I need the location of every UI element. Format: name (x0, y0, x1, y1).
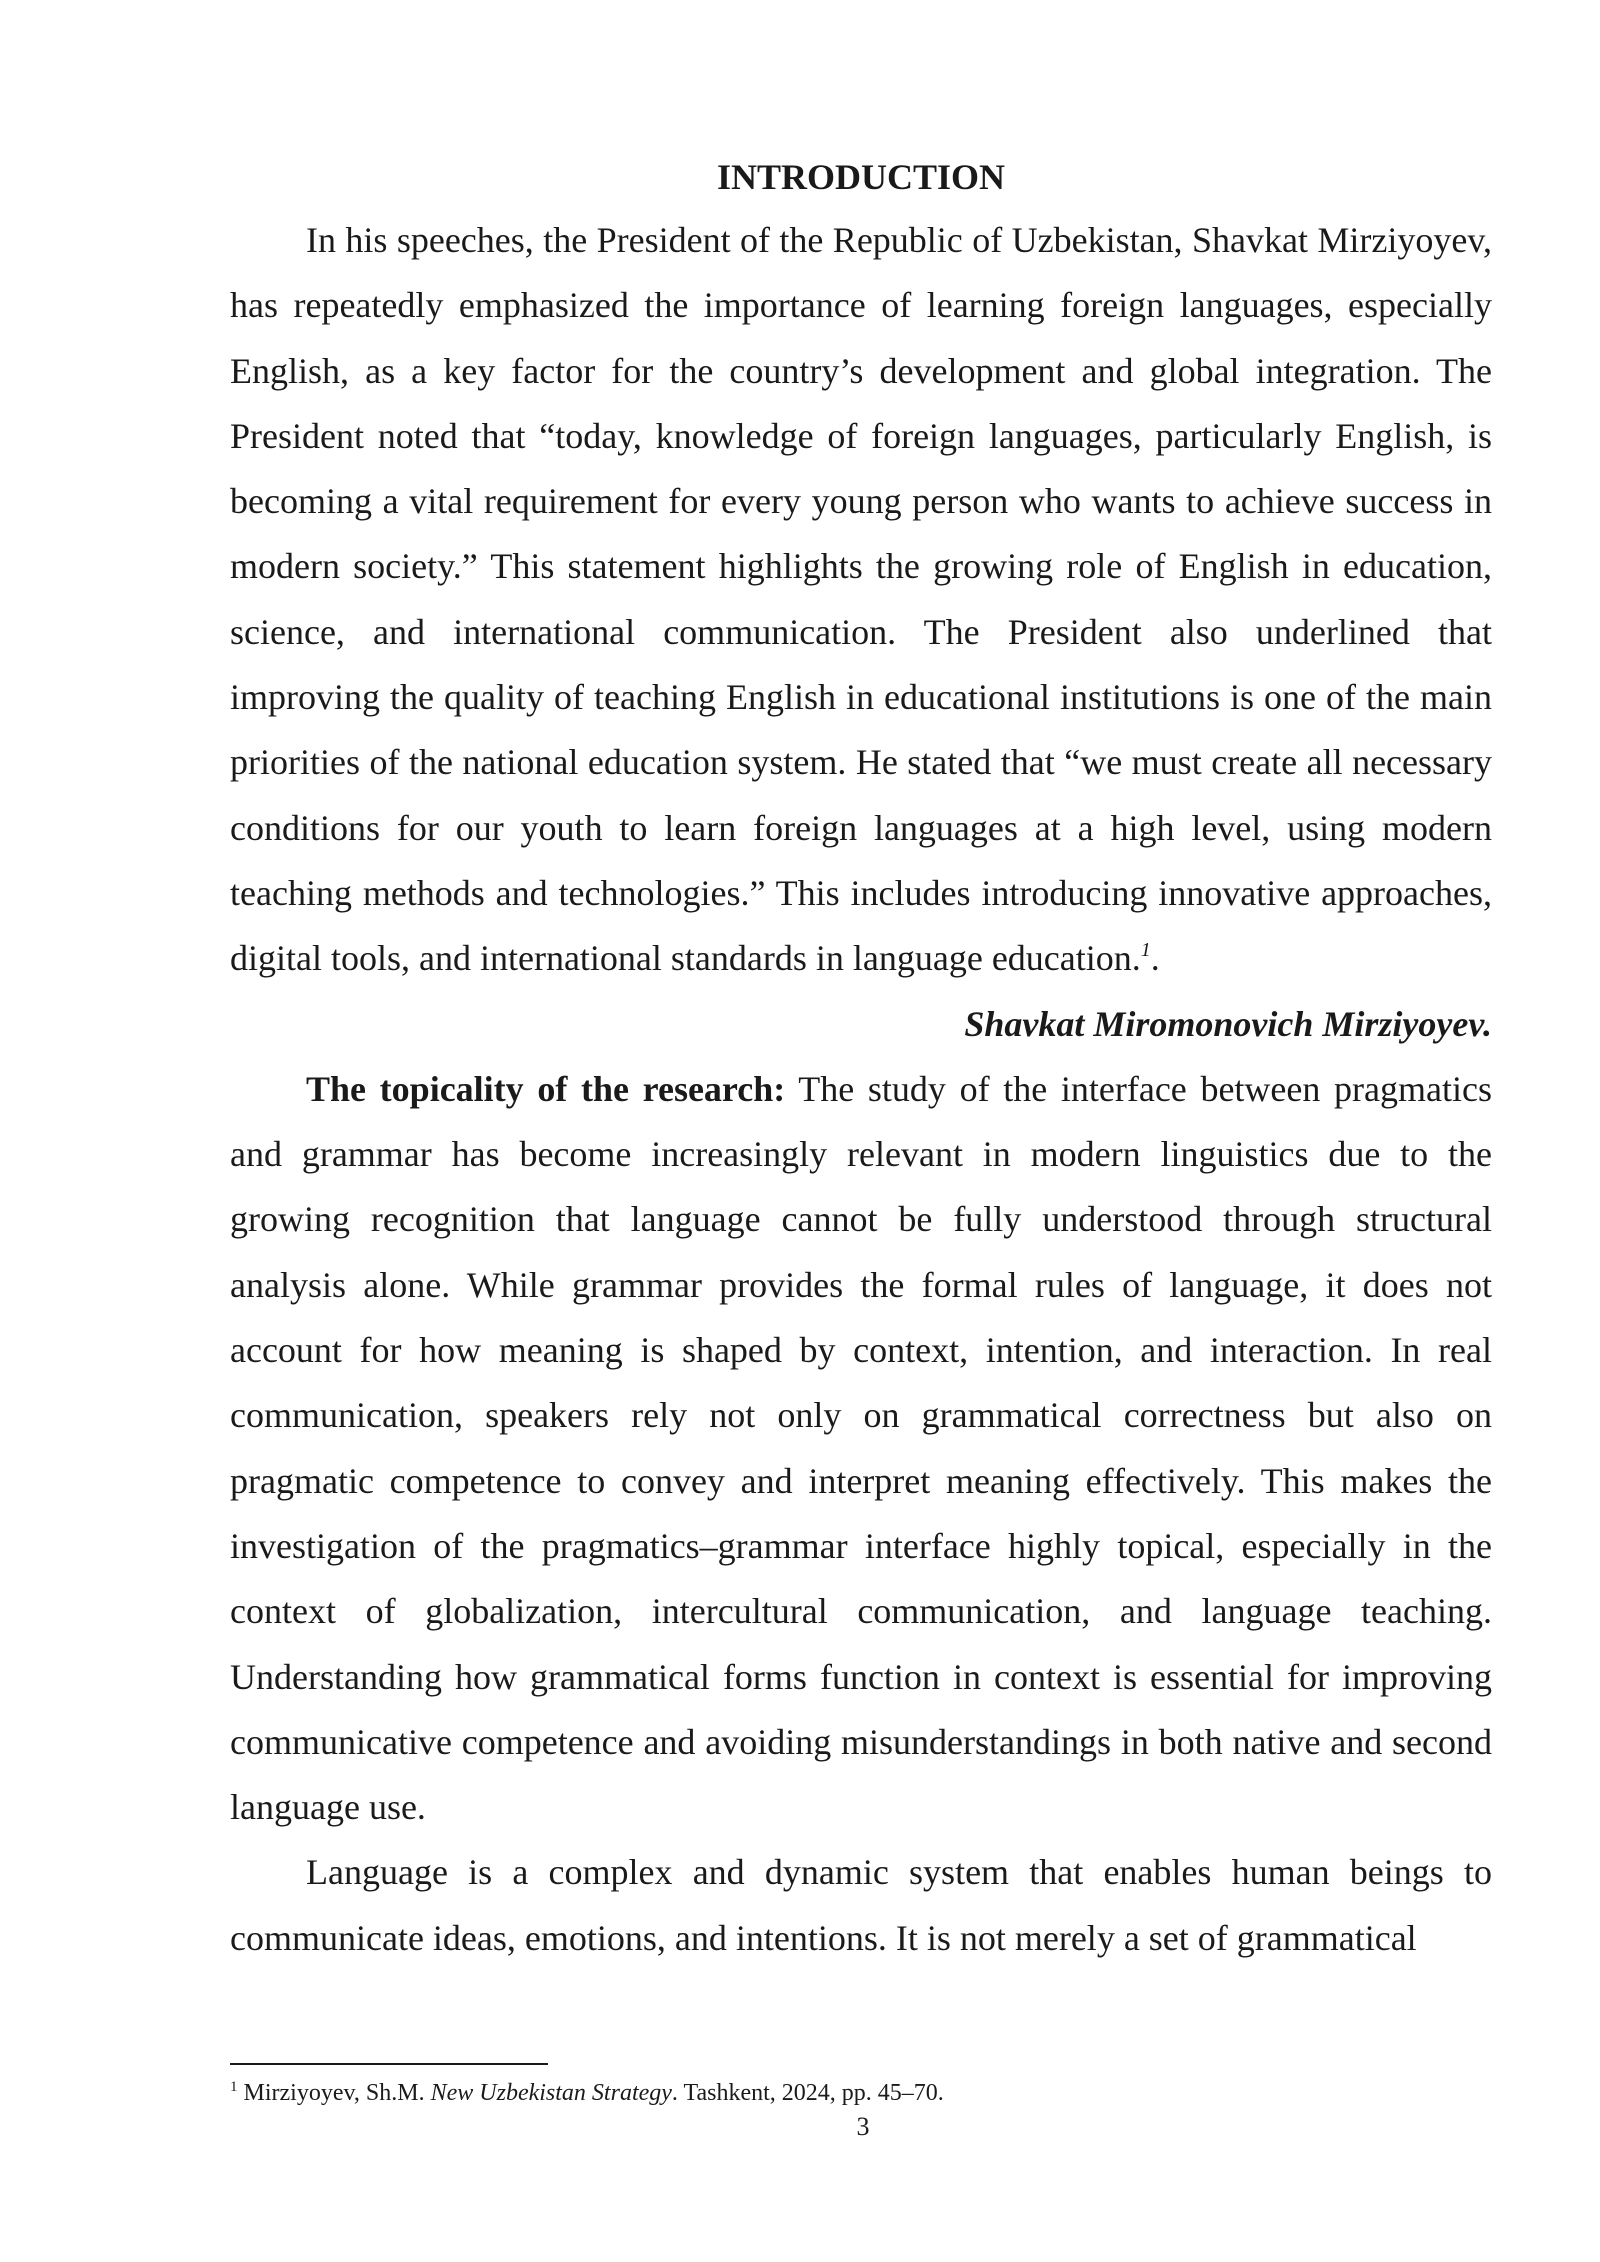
paragraph-text: In his speeches, the President of the Republic of Uzbekistan, Shavkat Mirziyoyev, has repeatedly emphasized the importance of learning foreign languages, especially English, as a key factor for the country’s development and global integration. The President noted that “today, knowledge of foreign languages, particularly English, is becoming a vital requirement for every young person who wants to achieve success in modern society.” This statement highlights the growing role of English in education, science, and international communication. The President also underlined that improving the quality of teaching English in educational institutions is one of the main priorities of the national education system. He stated that “we must create all necessary conditions for our youth to learn foreign languages at a high level, using modern teaching methods and technologies.” This includes introducing innovative approaches, digital tools, and international standards in language education. (230, 220, 1492, 979)
paragraph-text: Language is a complex and dynamic system that enables human beings to communicate ideas, emotions, and intentions. It is not merely a set of grammatical (230, 1852, 1492, 1958)
footnote-reference[interactable]: 1 (1140, 939, 1151, 962)
paragraph-topicality (230, 1057, 1492, 1841)
paragraph-text: The study of the interface between pragmatics and grammar has become increasingly relevant in modern linguistics due to the growing recognition that language cannot be fully understood through structural analysis alone. While grammar provides the formal rules of language, it does not account for how meaning is shaped by context, intention, and interaction. In real communication, speakers rely not only on grammatical correctness but also on pragmatic competence to convey and interpret meaning effectively. This makes the investigation of the pragmatics–grammar interface highly topical, especially in the context of globalization, intercultural communication, and language teaching. Understanding how grammatical forms function in context is essential for improving communicative competence and avoiding misunderstandings in both native and second language use. (230, 1068, 1492, 1828)
footnote (230, 2076, 1492, 2110)
signature-line: Shavkat Miromonovich Mirziyoyev. (964, 1003, 1492, 1044)
footnote-title: New Uzbekistan Strategy (430, 2080, 672, 2106)
section-heading: INTRODUCTION (716, 157, 1006, 197)
paragraph-language-system (230, 1840, 1492, 1971)
footnote-author: Mirziyoyev, Sh.M. (237, 2080, 431, 2106)
paragraph-trailing-punctuation: . (1150, 938, 1160, 979)
paragraph-lead-heading: The topicality of the research: (306, 1068, 786, 1109)
footnote-mark: 1 (230, 2079, 238, 2095)
page-body (230, 148, 1492, 1971)
footnote-separator (230, 2063, 548, 2065)
footnote-details: . Tashkent, 2024, pp. 45–70. (671, 2080, 944, 2106)
page-number: 3 (856, 2112, 870, 2141)
paragraph-presidential-speech (230, 208, 1492, 992)
